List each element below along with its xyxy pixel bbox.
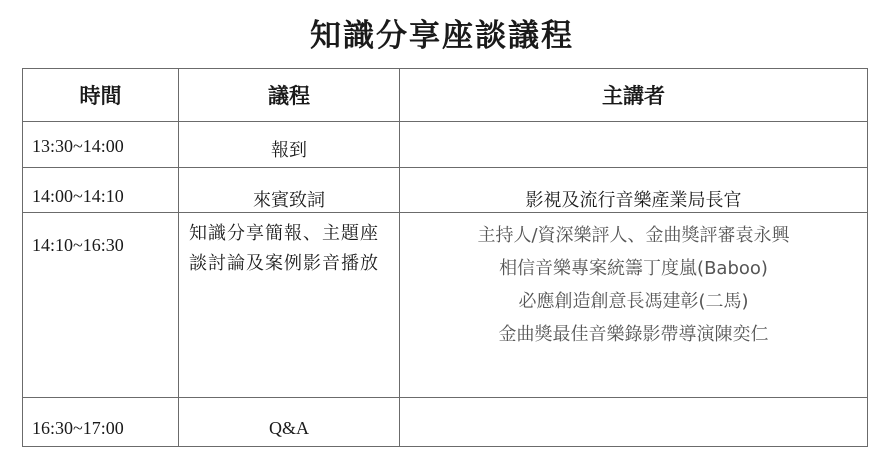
time-cell: 14:00~14:10 <box>23 168 179 213</box>
agenda-cell: 報到 <box>179 122 400 168</box>
agenda-cell: 來賓致詞 <box>179 168 400 213</box>
time-cell: 13:30~14:00 <box>23 122 179 168</box>
agenda-cell: Q&A <box>179 398 400 447</box>
header-agenda: 議程 <box>179 69 400 122</box>
table-row <box>23 168 868 213</box>
speaker-cell <box>400 213 868 398</box>
speaker-line: 必應創造創意長馮建彰(二馬) <box>518 291 749 312</box>
speaker-cell <box>400 398 868 447</box>
table-row <box>23 213 868 398</box>
table-header-row <box>23 69 868 122</box>
table-row <box>23 398 868 447</box>
agenda-cell: 知識分享簡報、主題座談討論及案例影音播放 <box>179 213 400 398</box>
agenda-table <box>22 68 868 447</box>
page-title: 知識分享座談議程 <box>310 18 574 54</box>
header-time: 時間 <box>23 69 179 122</box>
speaker-line: 相信音樂專案統籌丁度嵐(Baboo) <box>499 258 768 279</box>
time-cell: 16:30~17:00 <box>23 398 179 447</box>
time-cell: 14:10~16:30 <box>23 213 179 398</box>
speaker-cell <box>400 122 868 168</box>
speaker-line: 主持人/資深樂評人、金曲獎評審袁永興 <box>477 225 790 246</box>
speaker-cell: 影視及流行音樂產業局長官 <box>400 168 868 213</box>
table-row <box>23 122 868 168</box>
speaker-line: 金曲獎最佳音樂錄影帶導演陳奕仁 <box>498 324 769 345</box>
header-speaker: 主講者 <box>400 69 868 122</box>
